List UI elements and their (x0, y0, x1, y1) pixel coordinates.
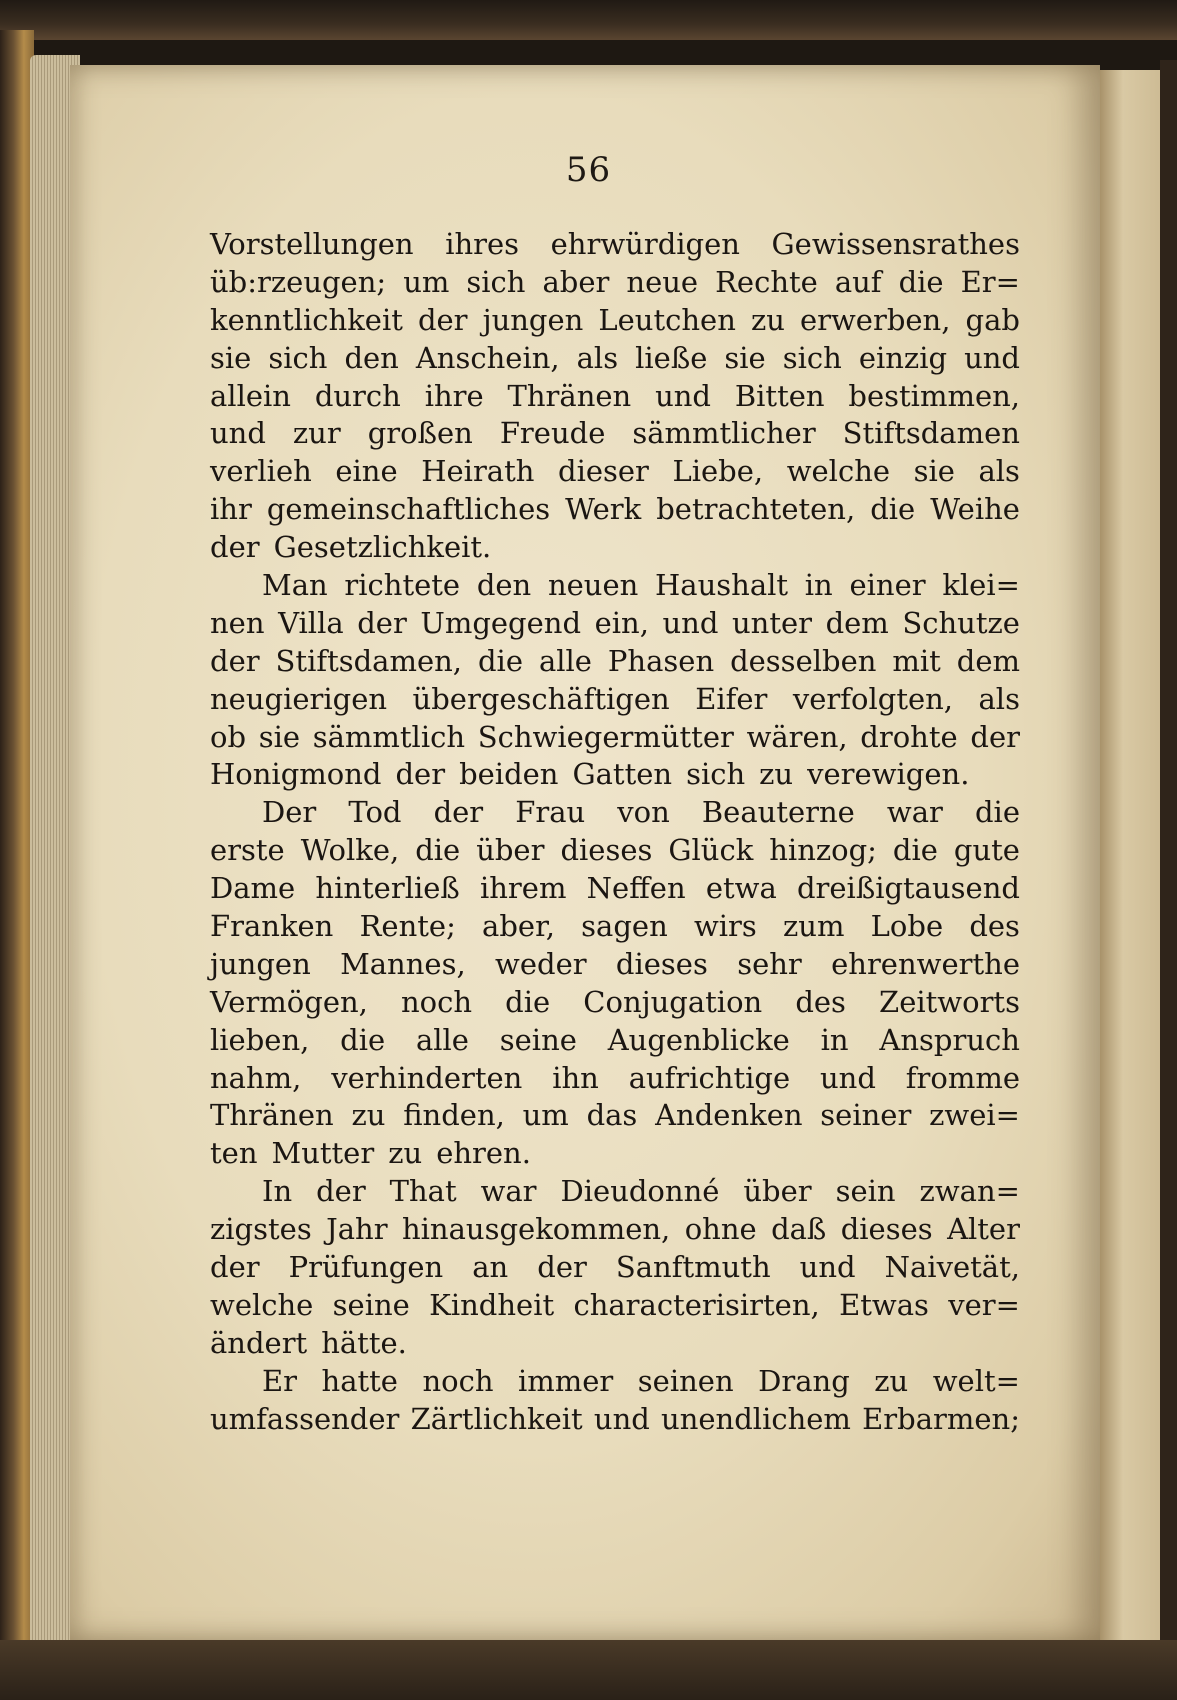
word: Weihe (930, 492, 1020, 527)
word: sie (210, 340, 252, 375)
word: und (964, 340, 1020, 375)
word: lieben, (210, 1022, 310, 1057)
word: jungen (482, 302, 584, 337)
word: Prüfungen (288, 1249, 444, 1284)
word: zur (292, 416, 341, 451)
word: ehrwürdigen (550, 226, 740, 261)
text-line (210, 945, 1020, 983)
word: sämmtlich (312, 719, 466, 754)
word: der (970, 719, 1020, 754)
word: zigstes (210, 1212, 312, 1247)
word: die (505, 984, 551, 1019)
word: Liebe, (672, 454, 764, 489)
word: Er (262, 1363, 298, 1398)
text-line (210, 718, 1020, 756)
word: ob (210, 719, 247, 754)
word: seiner (820, 1098, 912, 1133)
text-line (210, 1172, 1020, 1210)
word: Drang (758, 1363, 850, 1398)
text-line (210, 339, 1020, 377)
word: ohne (684, 1212, 757, 1247)
text-line (210, 1324, 1020, 1362)
word: seine (499, 1022, 577, 1057)
word: Beauterne (701, 795, 855, 830)
word: Schutze (902, 605, 1020, 640)
word: betrachteten, (656, 492, 856, 527)
word: des (969, 908, 1020, 943)
word: Werk (565, 492, 642, 527)
word: klei= (942, 567, 1020, 602)
word: die (870, 492, 916, 527)
text-line (210, 1248, 1020, 1286)
word: mit (892, 643, 941, 678)
word: die (892, 833, 938, 868)
word: finden, (403, 1098, 505, 1133)
word: Conjugation (583, 984, 763, 1019)
word: sich (268, 340, 328, 375)
word: und (593, 1401, 650, 1436)
word: üb:rzeugen; (210, 264, 387, 299)
text-line (210, 983, 1020, 1021)
word: der (210, 643, 260, 678)
word: sämmtlicher (632, 416, 816, 451)
word: als (978, 681, 1020, 716)
word: sie (258, 719, 301, 754)
word: der (357, 605, 407, 640)
word: Villa (278, 605, 344, 640)
word: Frau (515, 795, 586, 830)
word: noch (422, 1363, 494, 1398)
word: Sanftmuth (615, 1249, 771, 1284)
word: richtete (344, 567, 461, 602)
word: Er= (960, 264, 1020, 299)
word: kenntlichkeit (210, 302, 403, 337)
word: das (586, 1098, 638, 1133)
word: sie (724, 340, 766, 375)
word: aufrichtige (628, 1060, 791, 1095)
word: sie (913, 454, 955, 489)
word: Heirath (421, 454, 535, 489)
word: dreißigtausend (796, 871, 1020, 906)
word: hatte (321, 1363, 398, 1398)
word: etwa (705, 871, 777, 906)
word: der (316, 1174, 366, 1209)
word: verhinderten (331, 1060, 523, 1095)
word: erwerben, (799, 302, 951, 337)
text-line (210, 452, 1020, 490)
word: desselben (730, 643, 877, 678)
text-line (210, 680, 1020, 718)
text-line (210, 604, 1020, 642)
word: dieses (840, 1212, 933, 1247)
word: allein (210, 378, 291, 413)
word: neugierigen (210, 681, 388, 716)
word: ihre (424, 378, 484, 413)
word: drohte (860, 719, 958, 754)
word: war (480, 1174, 537, 1209)
word: dem (825, 605, 889, 640)
word: ein, (594, 605, 649, 640)
word: unendlichem (661, 1401, 851, 1436)
word: ten (210, 1136, 258, 1171)
word: Thränen (507, 378, 632, 413)
word: dieses (615, 946, 708, 981)
word: beiden (459, 757, 559, 792)
word: welche (786, 454, 891, 489)
text-line (210, 869, 1020, 907)
word: Eifer (695, 681, 768, 716)
word: Tod (348, 795, 402, 830)
text-line (210, 490, 1020, 528)
word: Lobe (870, 908, 944, 943)
word: ehren. (436, 1136, 531, 1171)
text-line (210, 263, 1020, 301)
word: Stiftsdamen (842, 416, 1020, 451)
word: Umgegend (420, 605, 582, 640)
text-line (210, 642, 1020, 680)
text-line (210, 907, 1020, 945)
word: neue (626, 264, 699, 299)
word: Erbarmen; (862, 1401, 1020, 1436)
word: zwan= (919, 1174, 1020, 1209)
text-line (210, 831, 1020, 869)
word: welche (210, 1287, 314, 1322)
book-bottom-edge (0, 1640, 1177, 1700)
word: Thränen (210, 1098, 334, 1133)
text-line (210, 1096, 1020, 1134)
word: ändert (210, 1325, 308, 1360)
word: die (898, 264, 944, 299)
word: der (537, 1249, 587, 1284)
text-line (210, 793, 1020, 831)
word: gab (965, 302, 1020, 337)
word: übergeschäftigen (412, 681, 670, 716)
word: Franken (210, 908, 334, 943)
word: sich (466, 264, 526, 299)
word: Leutchen (598, 302, 736, 337)
word: Augenblicke (607, 1022, 790, 1057)
book-cover-left (0, 30, 34, 1700)
word: aber (542, 264, 610, 299)
word: hätte. (321, 1325, 407, 1360)
word: eine (335, 454, 398, 489)
word: verlieh (210, 454, 312, 489)
word: zu (874, 1363, 909, 1398)
page-number: 56 (565, 150, 612, 190)
word: Man (262, 567, 328, 602)
word: sagen (581, 908, 668, 943)
word: Phasen (607, 643, 715, 678)
word: ver= (948, 1287, 1020, 1322)
word: von (617, 795, 670, 830)
word: Anspruch (879, 1022, 1020, 1057)
word: Kindheit (429, 1287, 555, 1322)
word: gemeinschaftliches (266, 492, 551, 527)
word: auf (834, 264, 882, 299)
word: That (389, 1174, 457, 1209)
word: jungen (210, 946, 311, 981)
book-binding-top (0, 0, 1177, 40)
text-line (210, 1400, 1020, 1438)
word: zu (388, 1136, 423, 1171)
word: Wolke, (300, 833, 400, 868)
word: in (820, 1022, 849, 1057)
word: sich (782, 340, 842, 375)
word: Dame (210, 871, 296, 906)
word: und (799, 1249, 856, 1284)
word: Gatten (572, 757, 673, 792)
word: nen (210, 605, 265, 640)
word: ihres (445, 226, 520, 261)
word: fromme (905, 1060, 1020, 1095)
word: Rente; (359, 908, 456, 943)
text-line (210, 528, 1020, 566)
word: Vermögen, (210, 984, 368, 1019)
word: ehrenwerthe (831, 946, 1020, 981)
word: der (417, 302, 468, 337)
word: Jahr (326, 1212, 388, 1247)
word: um (522, 1098, 569, 1133)
word: sehr (737, 946, 802, 981)
word: sein (835, 1174, 896, 1209)
text-line (210, 755, 1020, 793)
word: des (795, 984, 846, 1019)
word: Etwas (839, 1287, 929, 1322)
word: wirs (693, 908, 757, 943)
word: seine (332, 1287, 410, 1322)
word: Gesetzlichkeit. (273, 530, 492, 565)
word: Zärtlichkeit (410, 1401, 583, 1436)
word: umfassender (210, 1401, 400, 1436)
word: Naivetät, (884, 1249, 1020, 1284)
word: immer (518, 1363, 614, 1398)
word: Gewissensrathes (771, 226, 1020, 261)
word: Schwiegermütter (477, 719, 734, 754)
word: in (804, 567, 833, 602)
word: zwei= (929, 1098, 1020, 1133)
word: dieses (560, 833, 653, 868)
word: gute (953, 833, 1020, 868)
word: Alter (947, 1212, 1020, 1247)
text-line (210, 1059, 1020, 1097)
text-line (210, 1021, 1020, 1059)
word: der (433, 795, 484, 830)
word: großen (367, 416, 473, 451)
word: einzig (858, 340, 948, 375)
word: wären, (746, 719, 848, 754)
word: daß (771, 1212, 827, 1247)
text-line (210, 414, 1020, 452)
word: und (820, 1060, 876, 1095)
word: die (477, 643, 523, 678)
word: die (415, 833, 461, 868)
word: Anschein, (415, 340, 560, 375)
body-text (210, 225, 1020, 1438)
word: die (974, 795, 1020, 830)
text-line (210, 1210, 1020, 1248)
text-line (210, 225, 1020, 263)
word: einer (849, 567, 926, 602)
word: seinen (637, 1363, 734, 1398)
word: weder (495, 946, 587, 981)
word: der (395, 757, 446, 792)
text-line (210, 1286, 1020, 1324)
word: nahm, (210, 1060, 302, 1095)
word: über (743, 1174, 812, 1209)
word: aber, (482, 908, 555, 943)
text-line (210, 1134, 1020, 1172)
word: Haushalt (655, 567, 789, 602)
word: als (576, 340, 619, 375)
word: sich (686, 757, 746, 792)
word: noch (401, 984, 473, 1019)
word: dieser (558, 454, 649, 489)
text-line (210, 566, 1020, 604)
word: und (662, 605, 719, 640)
word: unter (731, 605, 813, 640)
word: Mutter (271, 1136, 375, 1171)
word: Neffen (586, 871, 686, 906)
word: an (472, 1249, 509, 1284)
word: Honigmond (210, 757, 382, 792)
word: ließe (635, 340, 708, 375)
word: Rechte (715, 264, 818, 299)
text-line (210, 377, 1020, 415)
word: Dieudonné (560, 1174, 720, 1209)
word: dem (956, 643, 1020, 678)
word: Zeitworts (879, 984, 1020, 1019)
word: und (655, 378, 711, 413)
word: Bitten (734, 378, 825, 413)
word: verewigen. (807, 757, 970, 792)
word: der (210, 1249, 260, 1284)
word: zu (750, 302, 785, 337)
word: den (344, 340, 399, 375)
word: ihr (210, 492, 252, 527)
word: die (340, 1022, 386, 1057)
word: Der (262, 795, 317, 830)
word: neuen (547, 567, 639, 602)
word: zum (783, 908, 845, 943)
word: Vorstellungen (210, 226, 414, 261)
word: Freude (499, 416, 606, 451)
book-cover-right (1160, 60, 1177, 1700)
text-line (210, 1362, 1020, 1400)
word: welt= (932, 1363, 1020, 1398)
word: Glück (668, 833, 754, 868)
word: Andenken (655, 1098, 803, 1133)
word: alle (538, 643, 592, 678)
word: und (210, 416, 266, 451)
word: erste (210, 833, 285, 868)
word: alle (415, 1022, 469, 1057)
text-line (210, 301, 1020, 339)
word: hinterließ (315, 871, 460, 906)
word: verfolgten, (792, 681, 954, 716)
word: In (262, 1174, 293, 1209)
word: durch (314, 378, 401, 413)
word: hinausgekommen, (401, 1212, 671, 1247)
word: Stiftsdamen, (275, 643, 463, 678)
word: Mannes, (340, 946, 466, 981)
word: war (886, 795, 943, 830)
word: bestimmen, (848, 378, 1020, 413)
word: zu (759, 757, 794, 792)
word: den (476, 567, 532, 602)
word: der (210, 530, 260, 565)
word: ihn (552, 1060, 599, 1095)
word: als (978, 454, 1020, 489)
word: ihrem (479, 871, 567, 906)
word: über (476, 833, 545, 868)
word: characterisirten, (573, 1287, 820, 1322)
word: hinzog; (769, 833, 877, 868)
word: um (403, 264, 450, 299)
word: zu (351, 1098, 386, 1133)
